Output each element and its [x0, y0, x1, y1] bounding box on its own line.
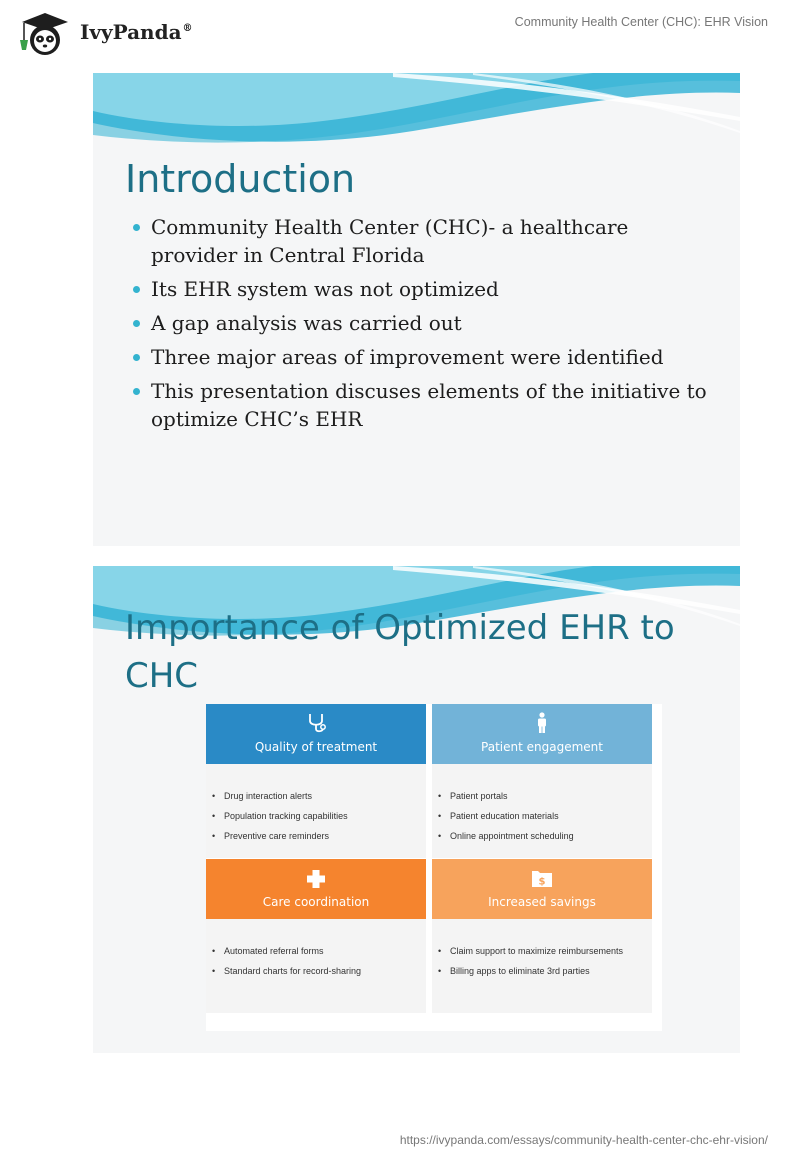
card-label: Quality of treatment	[254, 740, 378, 754]
card-header	[206, 704, 426, 764]
ehr-benefits-grid	[206, 704, 662, 1031]
list-item: A gap analysis was carried out	[133, 309, 713, 337]
list-item: Three major areas of improvement were identified	[133, 343, 713, 371]
card-care-coordination	[206, 859, 426, 1013]
list-item: • Automated referral forms	[212, 946, 324, 956]
card-quality-of-treatment	[206, 704, 426, 858]
list-item: • Preventive care reminders	[212, 831, 330, 841]
card-label: Patient engagement	[481, 740, 603, 754]
card-header	[432, 704, 652, 764]
list-item: • Patient portals	[438, 791, 508, 801]
card-body	[206, 764, 426, 858]
card-header	[206, 859, 426, 919]
list-item: Its EHR system was not optimized	[133, 275, 713, 303]
stethoscope-icon	[206, 712, 426, 734]
bullet-dot	[133, 286, 140, 293]
card-increased-savings	[432, 859, 652, 1013]
card-body	[432, 764, 652, 858]
bullet-dot	[133, 388, 140, 395]
plus-icon	[206, 867, 426, 889]
ivypanda-logo-icon[interactable]	[14, 10, 76, 56]
list-item: This presentation discuses elements of the initiative to optimize CHC’s EHR	[133, 377, 713, 433]
card-body	[206, 919, 426, 1013]
slide-introduction	[93, 73, 740, 546]
list-item: • Online appointment scheduling	[438, 831, 574, 841]
card-patient-engagement	[432, 704, 652, 858]
list-item: • Drug interaction alerts	[212, 791, 313, 801]
list-item: • Claim support to maximize reimbursements	[438, 946, 624, 956]
card-label: Care coordination	[262, 895, 370, 909]
slide-header-wave	[93, 73, 740, 153]
slide-title: Introduction	[125, 157, 356, 201]
bullet-dot	[133, 354, 140, 361]
slide-title: Importance of Optimized EHR to CHC	[125, 608, 675, 696]
page-header	[0, 0, 800, 60]
list-item: • Standard charts for record-sharing	[212, 966, 362, 976]
svg-text:$: $	[538, 876, 546, 888]
bullet-dot	[133, 224, 140, 231]
source-url-link[interactable]: https://ivypanda.com/essays/community-health-center-chc-ehr-vision/	[399, 1133, 768, 1147]
document-title: Community Health Center (CHC): EHR Vision	[514, 15, 768, 29]
slide-importance	[93, 566, 740, 1053]
card-body	[432, 919, 652, 1013]
brand-name[interactable]: IvyPanda®	[80, 20, 193, 44]
bullet-dot	[133, 320, 140, 327]
bullet-list	[133, 213, 713, 439]
list-item: • Patient education materials	[438, 811, 559, 821]
card-header	[432, 859, 652, 919]
dollar-folder-icon	[432, 867, 652, 889]
card-label: Increased savings	[488, 895, 596, 909]
person-icon	[432, 712, 652, 734]
list-item: Community Health Center (CHC)- a healthcare provider in Central Florida	[133, 213, 713, 269]
list-item: • Population tracking capabilities	[212, 811, 348, 821]
list-item: • Billing apps to eliminate 3rd parties	[438, 966, 590, 976]
